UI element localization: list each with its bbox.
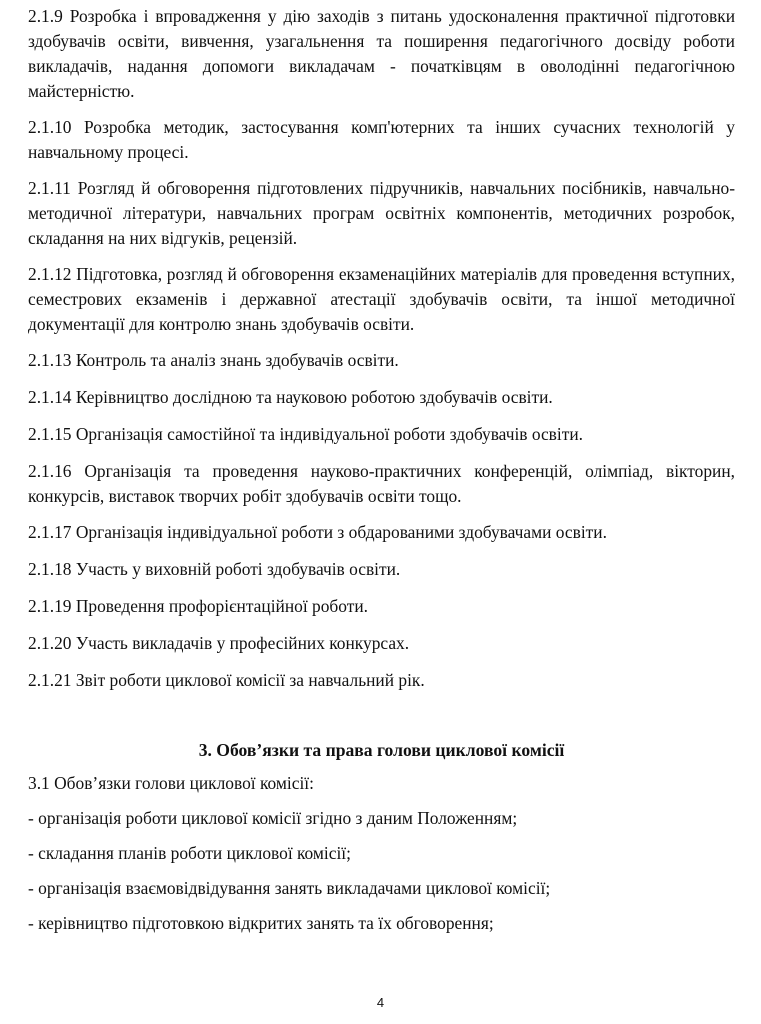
item-2-1-19: 2.1.19 Проведення профорієнтаційної роботи. xyxy=(28,596,368,616)
item-2-1-18: 2.1.18 Участь у виховній роботі здобувачів освіти. xyxy=(28,559,401,579)
item-2-1-17: 2.1.17 Організація індивідуальної роботи з обдарованими здобувачами освіти. xyxy=(28,522,607,542)
section-3-heading: 3. Обов’язки та права голови циклової комісії xyxy=(198,740,565,760)
item-2-1-20: 2.1.20 Участь викладачів у професійних конкурсах. xyxy=(28,633,410,653)
item-2-1-21: 2.1.21 Звіт роботи циклової комісії за навчальний рік. xyxy=(28,670,425,690)
duty-item: - організація роботи циклової комісії згідно з даним Положенням; xyxy=(28,808,518,828)
section-3-1-subheading: 3.1 Обов’язки голови циклової комісії: xyxy=(28,773,314,793)
item-2-1-9: 2.1.9 Розробка і впровадження у дію заходів з питань удосконалення практичної підготовки здобувачів освіти, вивчення, узагальнення та поширення педагогічного досвіду роботи викладачів, надання допомоги викладачам - початківцям в оволодінні педагогічною майстерністю. xyxy=(28,6,735,101)
item-2-1-11: 2.1.11 Розгляд й обговорення підготовлених підручників, навчальних посібників, навчально-методичної літератури, навчальних програм освітніх компонентів, методичних розробок, складання на них відгуків, рецензій. xyxy=(28,178,735,248)
page-number: 4 xyxy=(376,995,385,1010)
duty-item: - складання планів роботи циклової комісії; xyxy=(28,843,351,863)
item-2-1-15: 2.1.15 Організація самостійної та індивідуальної роботи здобувачів освіти. xyxy=(28,424,583,444)
item-2-1-16: 2.1.16 Організація та проведення науково-практичних конференцій, олімпіад, вікторин, конкурсів, виставок творчих робіт здобувачів освіти тощо. xyxy=(28,461,735,506)
item-2-1-13: 2.1.13 Контроль та аналіз знань здобувачів освіти. xyxy=(28,350,399,370)
duty-item: - керівництво підготовкою відкритих занять та їх обговорення; xyxy=(28,913,494,933)
duty-item: - організація взаємовідвідування занять викладачами циклової комісії; xyxy=(28,878,551,898)
item-2-1-12: 2.1.12 Підготовка, розгляд й обговорення екзаменаційних матеріалів для проведення вступних, семестрових екзаменів і державної атестації здобувачів освіти, та іншої методичної документації для контролю знань здобувачів освіти. xyxy=(28,264,735,334)
item-2-1-10: 2.1.10 Розробка методик, застосування комп'ютерних та інших сучасних технологій у навчальному процесі. xyxy=(28,117,735,162)
item-2-1-14: 2.1.14 Керівництво дослідною та науковою роботою здобувачів освіти. xyxy=(28,387,553,407)
